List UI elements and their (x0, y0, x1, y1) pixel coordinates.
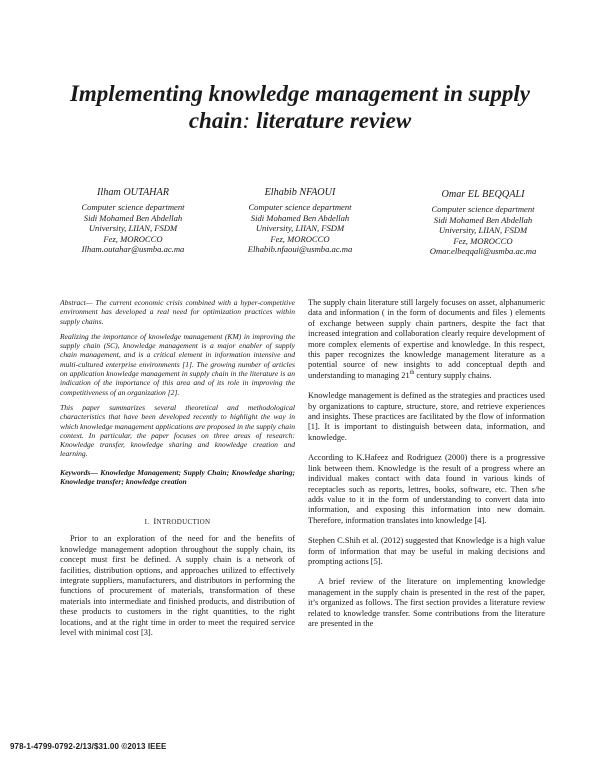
author-email: Ilham.outahar@usmba.ac.ma (81, 244, 185, 254)
body-paragraph-1-text: The supply chain literature still largely focuses on asset, alphanumeric data and information ( in the form of documents and files ) elements of exchange between supply chain partners, despite the fact that increased integration and collaboration clearly require development of more complex elements of expertise and knowledge. In this respect, this paper recognizes the knowledge management literature as a potential source of new insights to add conceptual depth and understanding to managing 21 (308, 298, 545, 380)
author-2 (210, 186, 390, 255)
title-line-2-main: chain (188, 108, 243, 133)
author-name: Elhabib NFAOUI (264, 187, 336, 198)
section-initial: I (153, 516, 157, 527)
abstract-paragraph-1: Abstract— The current economic crisis combined with a hyper-competitive environment has developed a real need for optimization practices within supply chains. (60, 298, 295, 326)
author-3 (393, 188, 573, 257)
keywords: Keywords— Knowledge Management; Supply Chain; Knowledge sharing; Knowledge transfer; knowledge creation (60, 467, 295, 487)
section-title-rest: NTRODUCTION (156, 518, 211, 527)
author-email: Omar.elbeqqali@usmba.ac.ma (429, 246, 537, 256)
author-1 (43, 186, 223, 255)
title-colon: : (242, 108, 251, 133)
author-city: Fez, MOROCCO (103, 233, 163, 244)
author-univ: Sidi Mohamed Ben Abdellah (250, 212, 350, 223)
body-paragraph-5: A brief review of the literature on implementing knowledge management in the supply chain is presented in the rest of the paper, it’s organized as follows. The first section provides a literature review related to knowledge transfer. Some contributions from the literature are presented in the (308, 577, 545, 628)
author-lab: University, LIIAN, FSDM (255, 223, 345, 233)
author-dept: Computer science department (81, 202, 185, 212)
body-paragraph-2: Knowledge management is defined as the strategies and practices used by organizations to capture, structure, store, and retrieve experiences and insights. These practices are facilitated by the flow of information [1]. It is important to distinguish between data, information, and knowledge. (308, 391, 545, 442)
copyright-footer: 978-1-4799-0792-2/13/$31.00 ©2013 IEEE (10, 742, 167, 751)
introduction-paragraph: Prior to an exploration of the need for and the benefits of knowledge management adoption throughout the supply chain, its concept must first be defined. A supply chain is a network of facilities, distribution options, and approaches utilized to effectively integrate suppliers, manufacturers, and distributors in performing the functions of procurement of materials, transformation of these materials into intermediate and finished products, and distribution of these products to customers in the right quantities, to the right locations, and at the right time in order to meet the required service level with minimal cost [3]. (60, 534, 295, 637)
author-name: Ilham OUTAHAR (97, 187, 169, 198)
section-numeral: I. (144, 518, 150, 527)
author-univ: Sidi Mohamed Ben Abdellah (433, 214, 533, 225)
body-paragraph-1-end: century supply chains. (414, 370, 492, 380)
author-city: Fez, MOROCCO (453, 235, 513, 246)
title-line-2-rest: literature review (250, 108, 412, 133)
author-lab: University, LIIAN, FSDM (438, 225, 528, 235)
author-email: Elhabib.nfaoui@usmba.ac.ma (247, 244, 353, 254)
author-lab: University, LIIAN, FSDM (88, 223, 178, 233)
author-univ: Sidi Mohamed Ben Abdellah (83, 212, 183, 223)
body-paragraph-1 (308, 298, 545, 381)
section-heading-introduction (60, 516, 295, 526)
author-city: Fez, MOROCCO (270, 233, 330, 244)
author-name: Omar EL BEQQALI (441, 189, 525, 200)
title-line-1: Implementing knowledge management in supply (69, 81, 531, 106)
author-dept: Computer science department (248, 202, 352, 212)
body-paragraph-4: Stephen C.Shih et al. (2012) suggested that Knowledge is a high value form of information that may be useful in making decisions and prompting actions [5]. (308, 536, 545, 566)
paper-title (40, 80, 560, 134)
right-column (308, 298, 545, 639)
author-dept: Computer science department (431, 204, 535, 214)
body-paragraph-3: According to K.Hafeez and Rodriguez (2000) there is a progressive link between them. Knowledge is the result of a progress where an individual makes contact with data found in various kinds of receptacles such as reports, lettres, books, software, etc. Then s/he adds value to it in the form of understanding to convert data into information, and exposing this information into new domain. Therefore, information translates into knowledge [4]. (308, 453, 545, 525)
abstract-paragraph-2: Realizing the importance of knowledge management (KM) in improving the supply chain (SC), knowledge management is a major enabler of supply chain management, and is a critical element in information intensive and multi-cultured enterprise environments [1]. The growing number of articles on application knowledge management in supply chain in the literature is an indication of the importance of this area and of its role in improving the competitiveness of an organization [2]. (60, 331, 295, 397)
abstract-paragraph-3: This paper summarizes several theoretical and methodological characteristics that have been developed recently to highlight the way in which knowledge management applications are proposed in the supply chain context. In particular, the paper focuses on three areas of research: Knowledge transfer, knowledge sharing and knowledge creation and learning. (60, 402, 295, 459)
superscript-th: th (409, 370, 415, 377)
left-column (60, 298, 295, 638)
